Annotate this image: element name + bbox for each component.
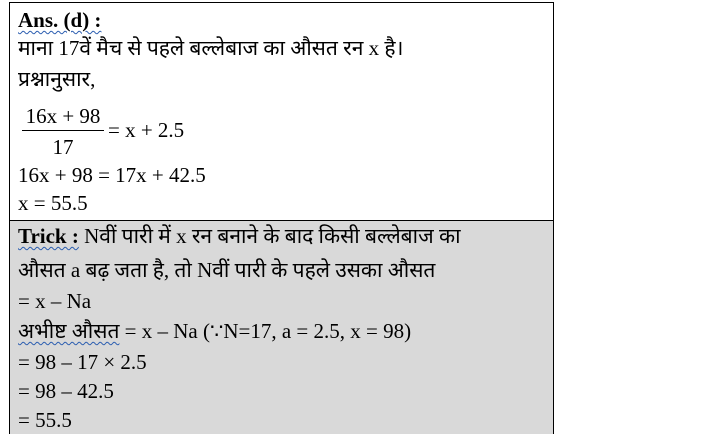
trick-label: Trick :: [18, 224, 79, 248]
trick-formula: = x – Na: [18, 289, 92, 313]
solution-line-4: 16x + 98 = 17x + 42.5: [18, 163, 206, 187]
trick-text-1: Nवीं पारी में x रन बनाने के बाद किसी बल्लेबाज का: [84, 224, 461, 248]
answer-label: [18, 7, 101, 33]
trick-section: [10, 220, 553, 434]
trick-step-1: = 98 – 17 × 2.5: [18, 350, 147, 374]
abhisht-label: अभीष्ट औसत: [18, 319, 120, 343]
solution-line-1: माना 17वें मैच से पहले बल्लेबाज का औसत रन x है।: [18, 36, 404, 60]
fraction-numerator: 16x + 98: [25, 104, 101, 128]
fraction: [22, 104, 104, 159]
fraction-bar: [22, 130, 104, 131]
fraction-rhs: = x + 2.5: [108, 118, 185, 142]
solution-line-5: x = 55.5: [18, 191, 88, 215]
trick-abhisht-line: [18, 318, 411, 344]
fraction-denominator: 17: [52, 135, 74, 159]
solution-line-2: प्रश्नानुसार,: [18, 67, 96, 91]
abhisht-expr: = x – Na (∵N=17, a = 2.5, x = 98): [119, 319, 412, 343]
answer-label-text: Ans. (d) :: [18, 8, 102, 32]
trick-line-2: औसत a बढ़ जता है, तो Nवीं पारी के पहले उसका औसत: [18, 258, 436, 282]
trick-step-3: = 55.5: [18, 408, 72, 432]
trick-step-2: = 98 – 42.5: [18, 379, 114, 403]
trick-line-1: [18, 223, 461, 249]
answer-box: [9, 2, 554, 434]
